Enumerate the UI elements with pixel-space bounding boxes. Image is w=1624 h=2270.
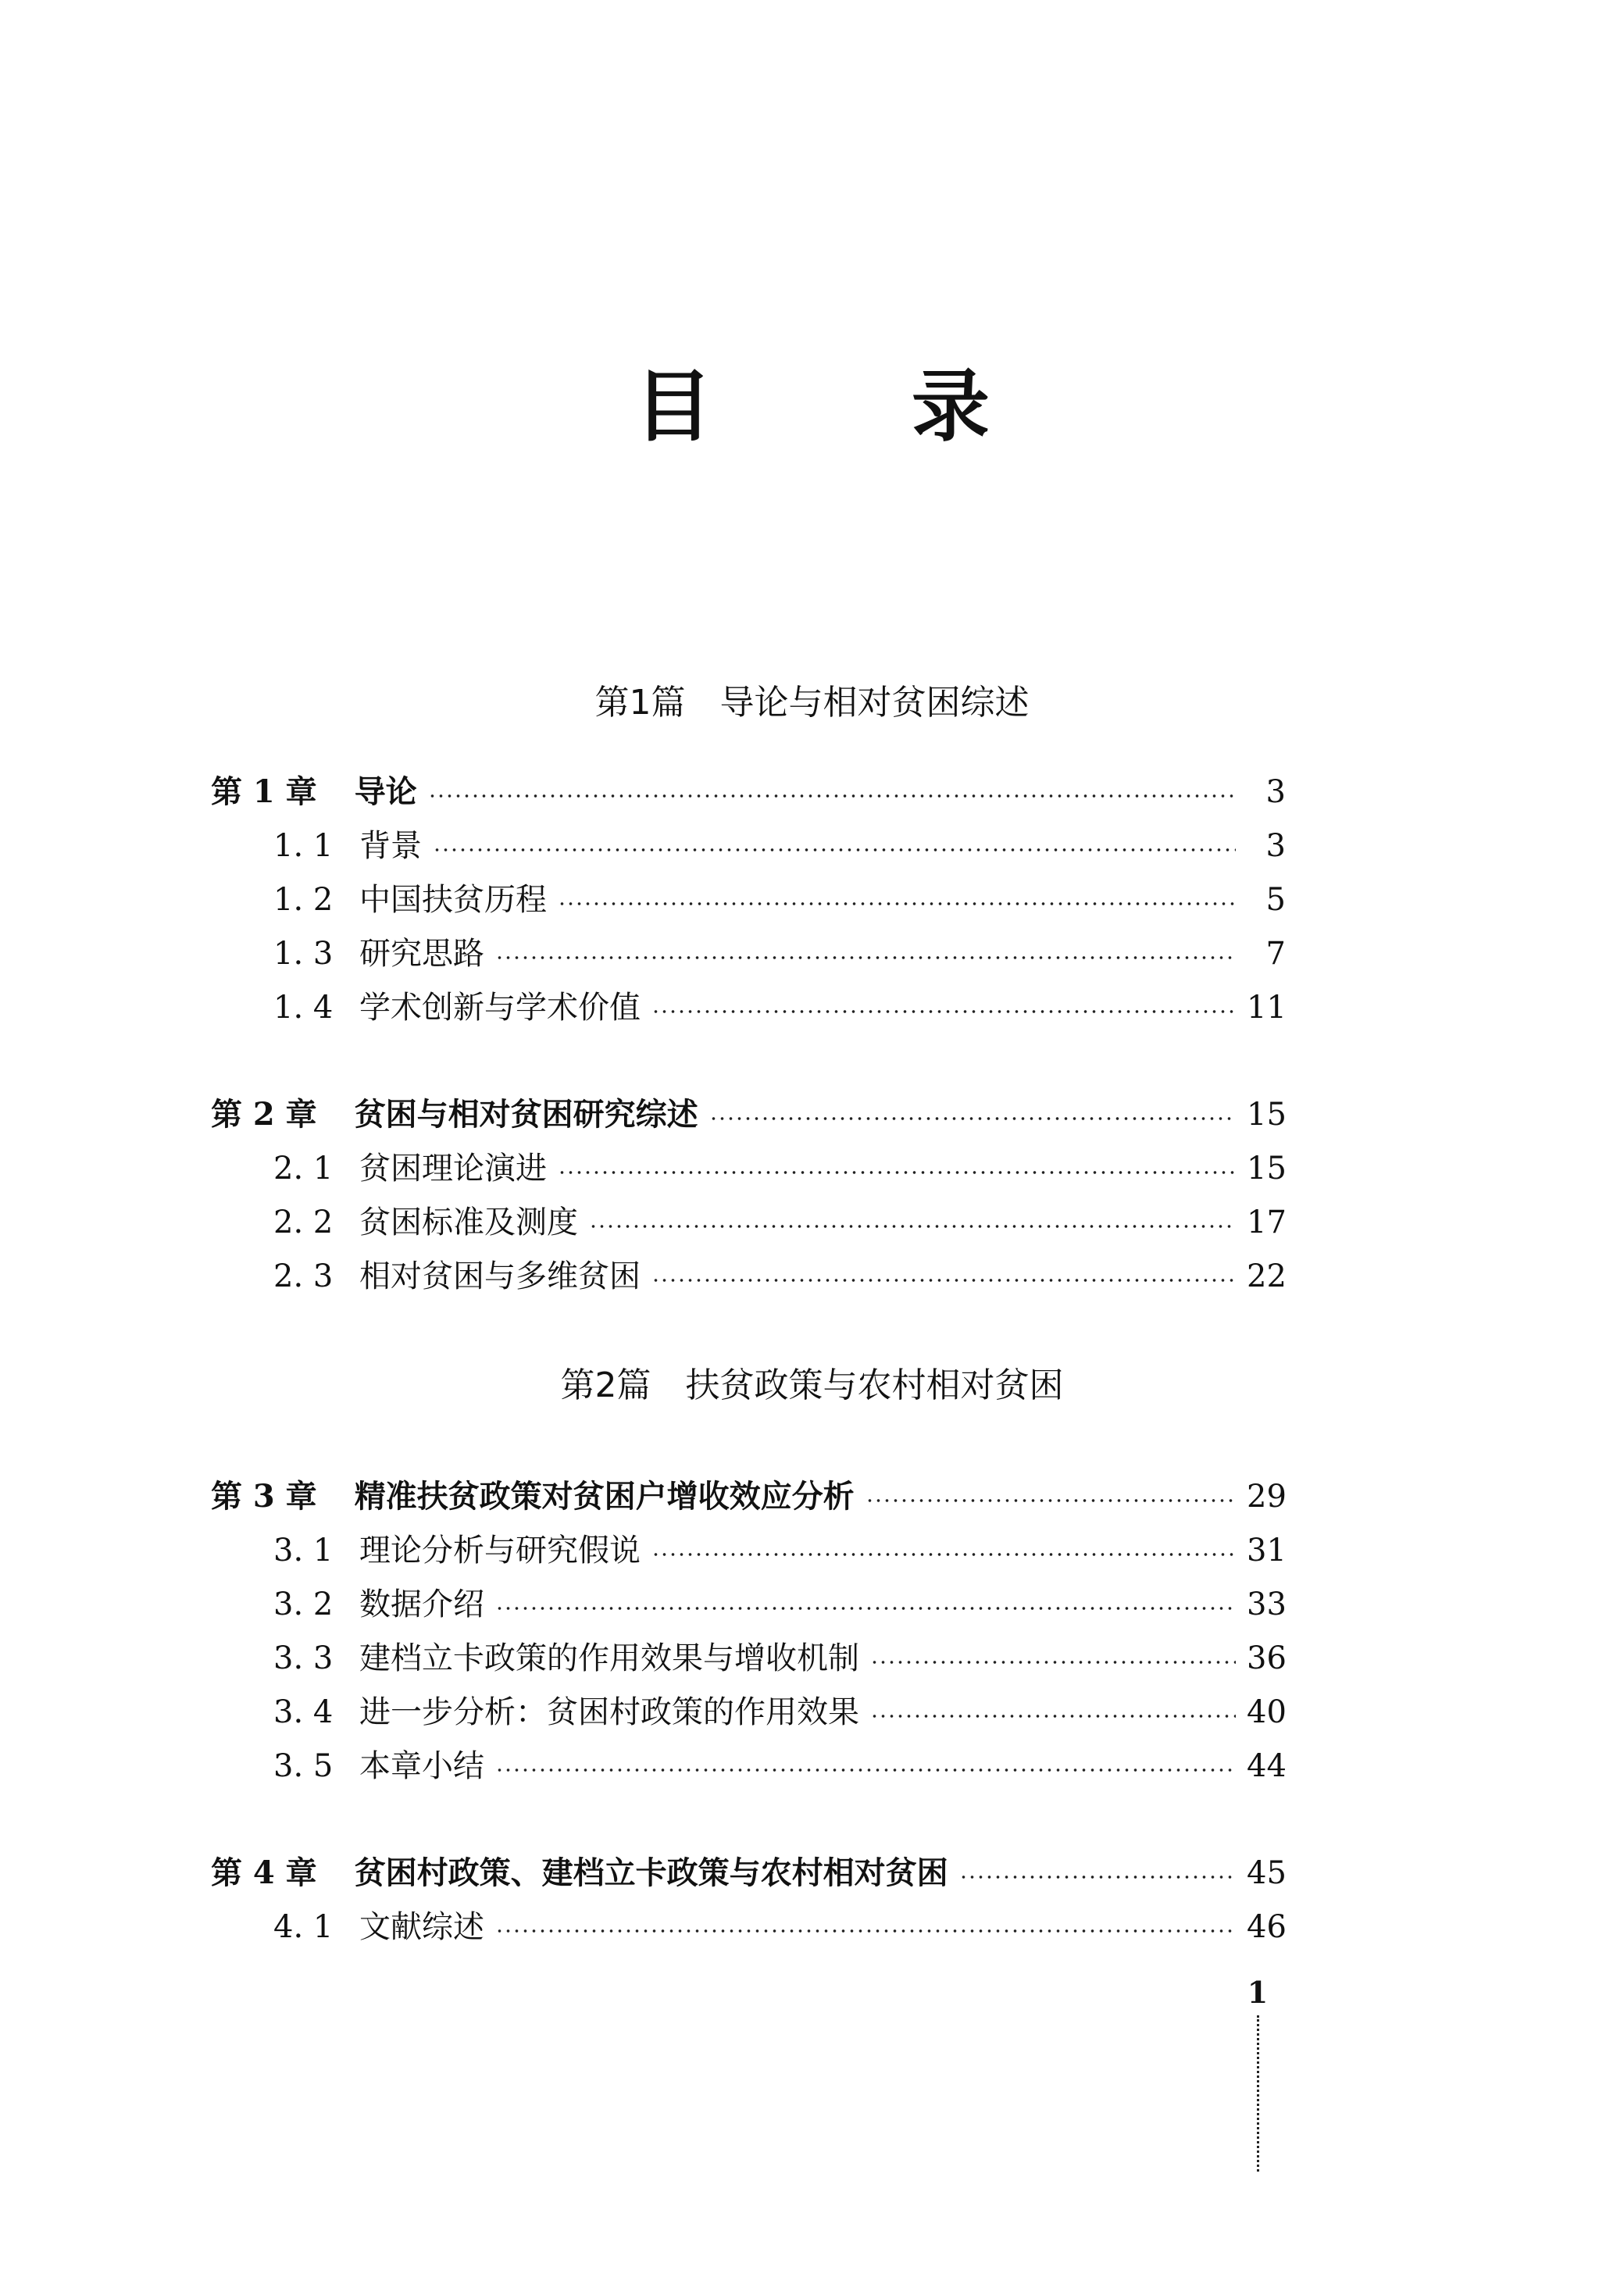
dot-leader bbox=[709, 1115, 1236, 1122]
chapter-title: 精准扶贫政策对贫困户增收效应分析 bbox=[354, 1479, 855, 1515]
section-title: 建档立卡政策的作用效果与增收机制 bbox=[359, 1640, 859, 1676]
page-number: 5 bbox=[1265, 882, 1286, 918]
section-title: 数据介绍 bbox=[359, 1587, 484, 1622]
toc-section-entry[interactable] bbox=[211, 1199, 1286, 1246]
section-number: 3. 1 bbox=[273, 1533, 334, 1569]
section-number: 1. 4 bbox=[273, 990, 334, 1026]
dot-leader bbox=[866, 1497, 1236, 1504]
toc-section-entry[interactable] bbox=[211, 1527, 1286, 1574]
section-number: 1. 1 bbox=[273, 828, 334, 864]
page-number: 3 bbox=[1265, 774, 1286, 810]
section-title: 背景 bbox=[359, 828, 422, 864]
chapter-number: 第 1 章 bbox=[211, 773, 317, 810]
part-title: 导论与相对贫困综述 bbox=[719, 683, 1030, 723]
dot-leader bbox=[558, 1169, 1236, 1176]
page-number: 31 bbox=[1247, 1533, 1287, 1569]
part-heading bbox=[0, 683, 1624, 723]
page-number: 3 bbox=[1265, 828, 1286, 864]
page-number: 15 bbox=[1247, 1151, 1287, 1187]
dot-leader bbox=[428, 793, 1236, 799]
section-number: 1. 3 bbox=[273, 936, 334, 972]
chapter-number: 第 2 章 bbox=[211, 1096, 317, 1133]
page-title: 目 录 bbox=[634, 360, 1076, 452]
toc-section-entry[interactable] bbox=[211, 1689, 1286, 1736]
section-title: 中国扶贫历程 bbox=[359, 882, 547, 918]
toc-section-entry[interactable] bbox=[211, 1145, 1286, 1192]
section-number: 3. 2 bbox=[273, 1587, 334, 1622]
folio-page-number: 1 bbox=[1247, 1975, 1269, 2010]
section-title: 相对贫困与多维贫困 bbox=[359, 1258, 641, 1294]
dot-leader bbox=[959, 1874, 1236, 1880]
section-number: 3. 4 bbox=[273, 1694, 334, 1730]
toc-section-entry[interactable] bbox=[211, 1743, 1286, 1790]
section-number: 3. 3 bbox=[273, 1640, 334, 1676]
toc-chapter-entry[interactable] bbox=[211, 769, 1286, 816]
dot-leader bbox=[495, 955, 1236, 961]
toc-section-entry[interactable] bbox=[211, 823, 1286, 869]
section-title: 研究思路 bbox=[359, 936, 484, 972]
toc-section-entry[interactable] bbox=[211, 930, 1286, 977]
toc-section-entry[interactable] bbox=[211, 1581, 1286, 1628]
toc-chapter-entry[interactable] bbox=[211, 1473, 1286, 1520]
chapter-title: 贫困与相对贫困研究综述 bbox=[354, 1097, 698, 1133]
part-title: 扶贫政策与农村相对贫困 bbox=[685, 1365, 1064, 1405]
section-number: 1. 2 bbox=[273, 882, 334, 918]
section-title: 文献综述 bbox=[359, 1909, 484, 1945]
section-title: 贫困理论演进 bbox=[359, 1151, 547, 1187]
page-number: 15 bbox=[1247, 1097, 1287, 1133]
dot-leader bbox=[589, 1223, 1236, 1230]
chapter-number: 第 3 章 bbox=[211, 1478, 317, 1515]
chapter-title: 导论 bbox=[354, 774, 417, 810]
part-heading bbox=[0, 1365, 1624, 1405]
toc-section-entry[interactable] bbox=[211, 1253, 1286, 1300]
section-title: 贫困标准及测度 bbox=[359, 1205, 578, 1240]
section-number: 2. 1 bbox=[273, 1151, 334, 1187]
folio-dotted-rule bbox=[1257, 2015, 1259, 2172]
page-number: 40 bbox=[1247, 1694, 1287, 1730]
toc-section-entry[interactable] bbox=[211, 1635, 1286, 1682]
section-title: 理论分析与研究假说 bbox=[359, 1533, 641, 1569]
section-number: 3. 5 bbox=[273, 1748, 334, 1784]
dot-leader bbox=[651, 1008, 1236, 1015]
section-title: 本章小结 bbox=[359, 1748, 484, 1784]
dot-leader bbox=[651, 1551, 1236, 1558]
toc-section-entry[interactable] bbox=[211, 1904, 1286, 1951]
dot-leader bbox=[870, 1659, 1236, 1665]
page-number: 46 bbox=[1247, 1909, 1287, 1945]
dot-leader bbox=[870, 1713, 1236, 1719]
page-number: 22 bbox=[1247, 1258, 1287, 1294]
page-number: 44 bbox=[1247, 1748, 1287, 1784]
section-title: 学术创新与学术价值 bbox=[359, 990, 641, 1026]
section-title: 进一步分析：贫困村政策的作用效果 bbox=[359, 1694, 859, 1730]
dot-leader bbox=[495, 1767, 1236, 1773]
dot-leader bbox=[558, 901, 1236, 907]
chapter-number: 第 4 章 bbox=[211, 1854, 317, 1891]
part-label: 第1篇 bbox=[594, 683, 686, 723]
page-number: 7 bbox=[1265, 936, 1286, 972]
page-number: 33 bbox=[1247, 1587, 1287, 1622]
page-number: 29 bbox=[1247, 1479, 1287, 1515]
dot-leader bbox=[651, 1277, 1236, 1283]
section-number: 2. 3 bbox=[273, 1258, 334, 1294]
page-number: 36 bbox=[1247, 1640, 1287, 1676]
section-number: 2. 2 bbox=[273, 1205, 334, 1240]
dot-leader bbox=[495, 1605, 1236, 1611]
toc-section-entry[interactable] bbox=[211, 984, 1286, 1031]
section-number: 4. 1 bbox=[273, 1909, 334, 1945]
toc-chapter-entry[interactable] bbox=[211, 1850, 1286, 1897]
dot-leader bbox=[495, 1928, 1236, 1934]
page-number: 17 bbox=[1247, 1205, 1287, 1240]
chapter-title: 贫困村政策、建档立卡政策与农村相对贫困 bbox=[354, 1855, 948, 1891]
page-number: 11 bbox=[1247, 990, 1287, 1026]
toc-section-entry[interactable] bbox=[211, 876, 1286, 923]
page-number: 45 bbox=[1247, 1855, 1287, 1891]
dot-leader bbox=[433, 847, 1236, 853]
toc-chapter-entry[interactable] bbox=[211, 1091, 1286, 1138]
part-label: 第2篇 bbox=[560, 1365, 651, 1405]
